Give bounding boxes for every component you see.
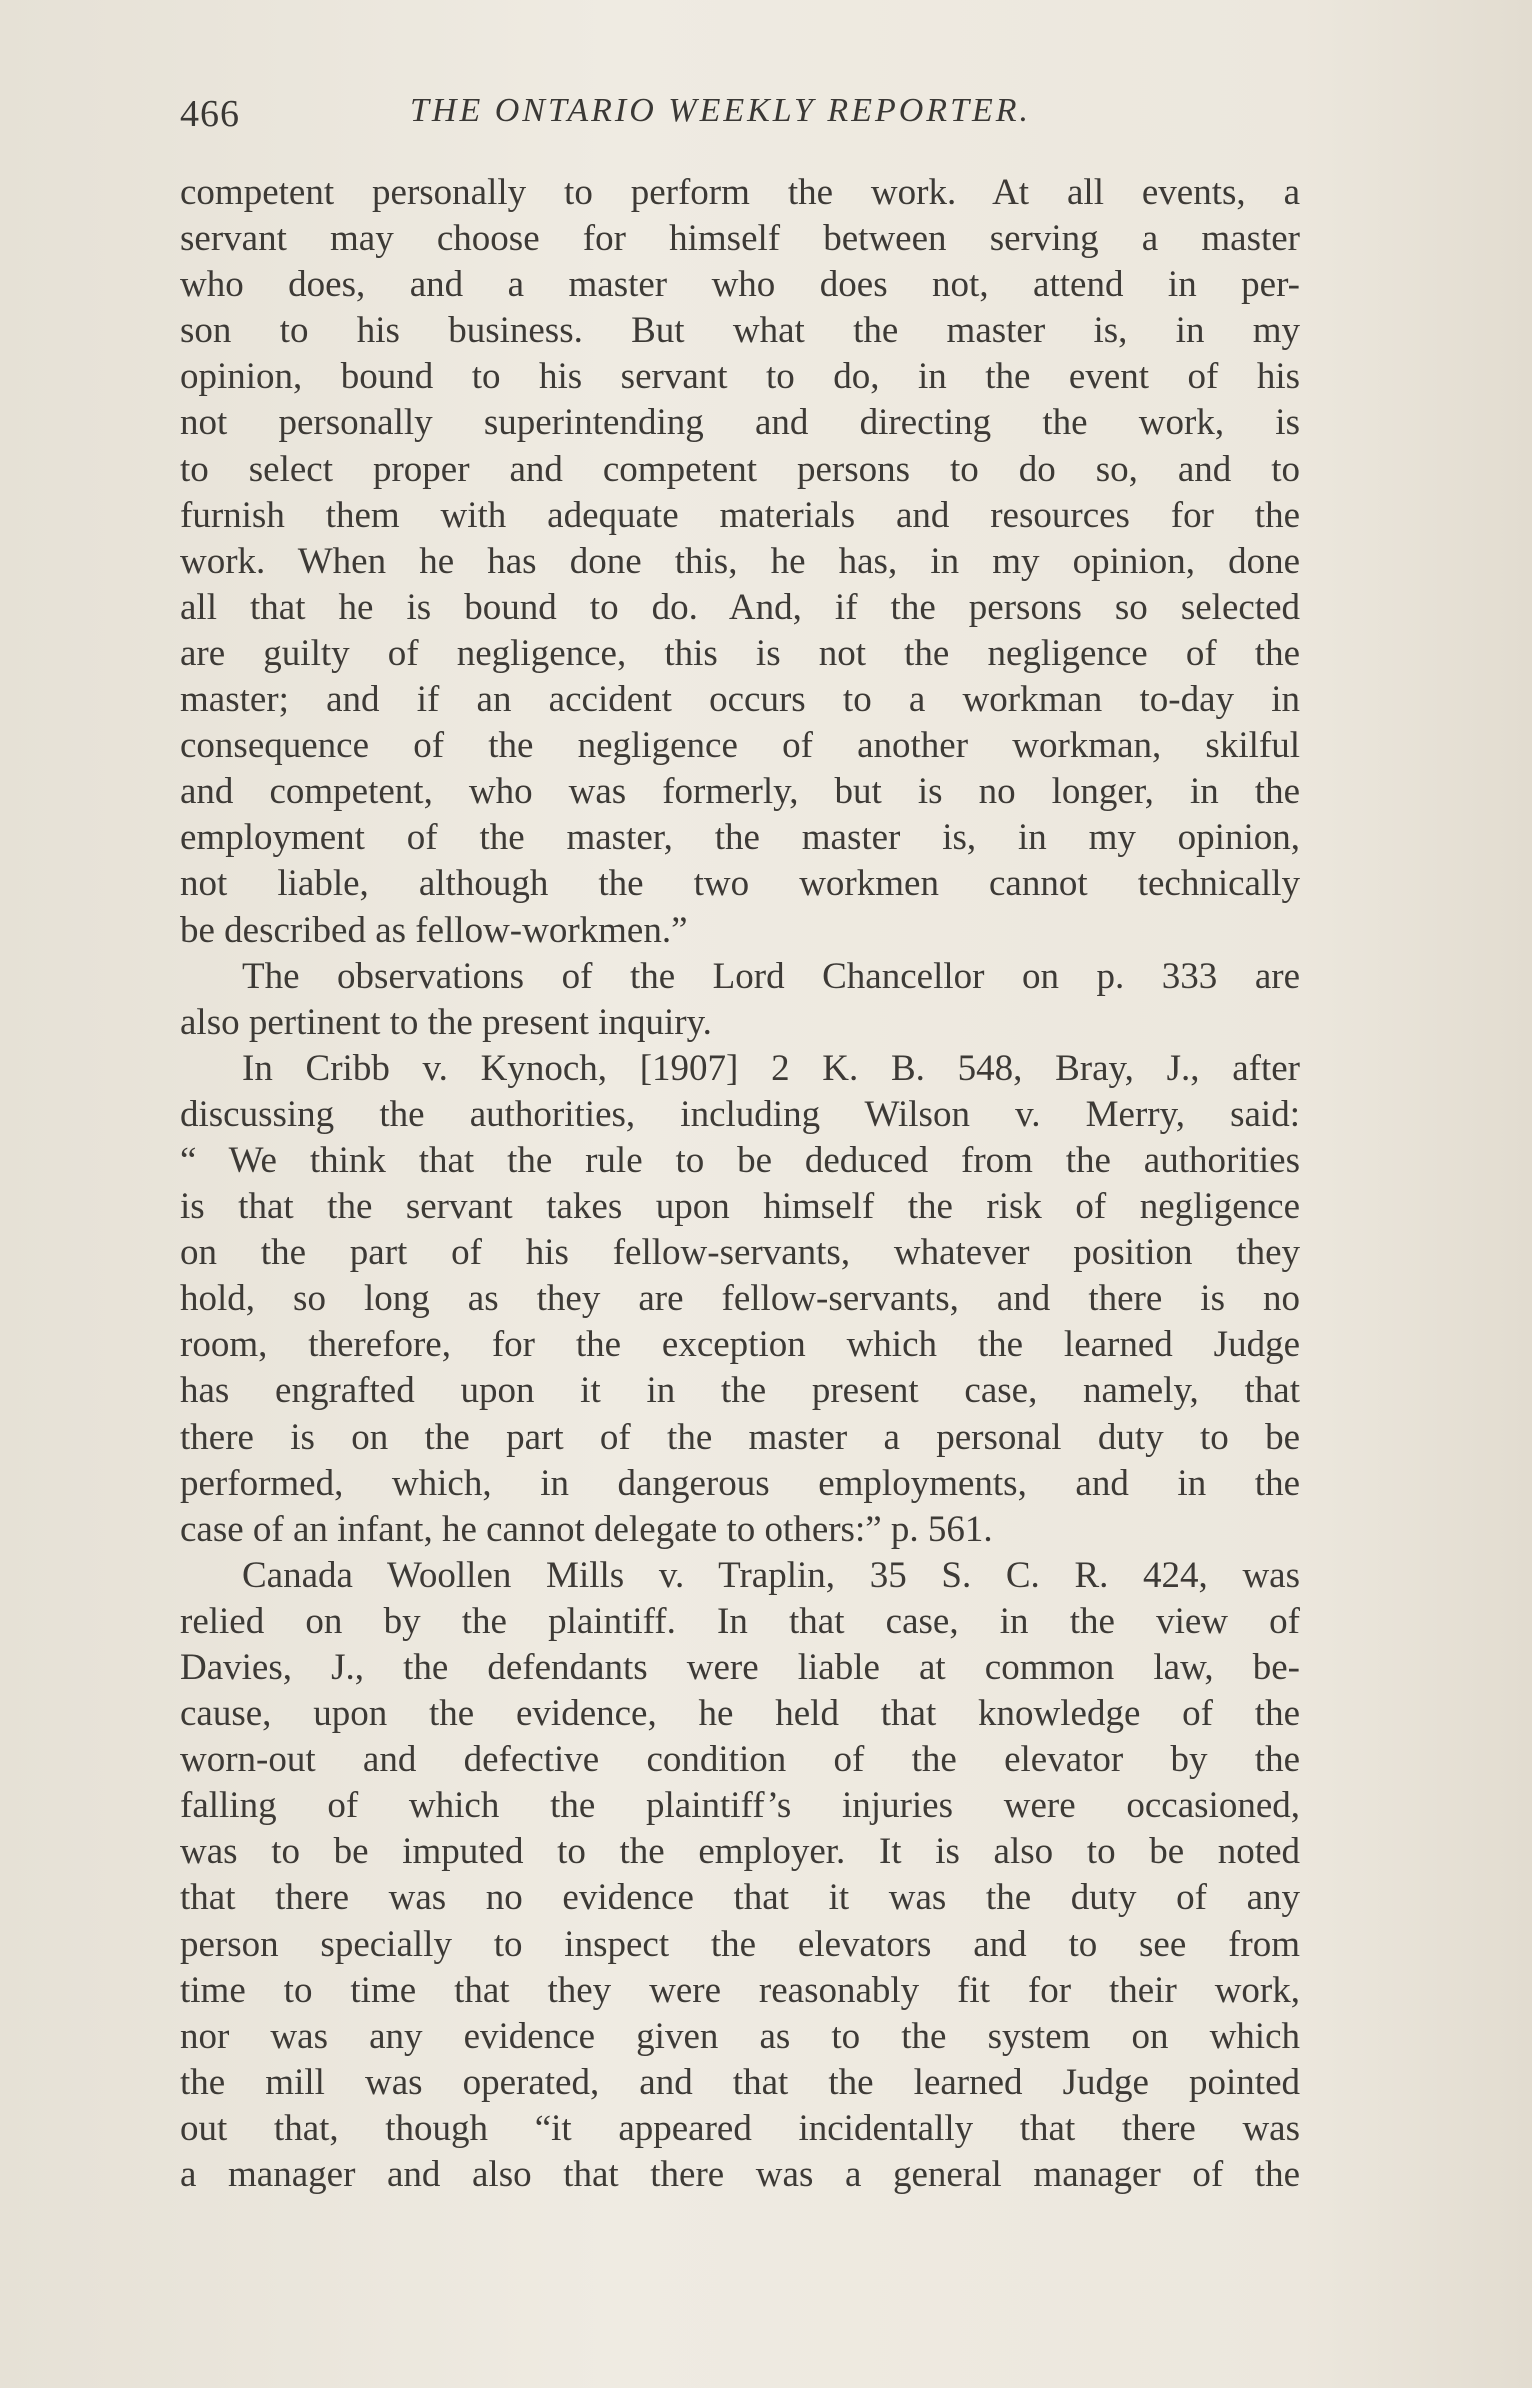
text-line: and competent, who was formerly, but is no longer, in the — [180, 771, 1300, 813]
text-line: there is on the part of the master a personal duty to be — [180, 1416, 1300, 1458]
text-line: the mill was operated, and that the learned Judge pointed — [180, 2061, 1300, 2103]
text-line: son to his business. But what the master is, in my — [180, 310, 1300, 352]
text-line: is that the servant takes upon himself the risk of negligence — [180, 1186, 1300, 1228]
text-line: discussing the authorities, including Wilson v. Merry, said: — [180, 1093, 1300, 1135]
text-line: are guilty of negligence, this is not the negligence of the — [180, 632, 1300, 674]
running-title: THE ONTARIO WEEKLY REPORTER. — [410, 92, 1032, 129]
text-line: “ We think that the rule to be deduced from the authorities — [180, 1139, 1300, 1181]
text-line: cause, upon the evidence, he held that knowledge of the — [180, 1693, 1300, 1735]
text-line: furnish them with adequate materials and resources for the — [180, 494, 1300, 536]
text-line: The observations of the Lord Chancellor on p. 333 are — [242, 955, 1300, 997]
text-line: worn-out and defective condition of the elevator by the — [180, 1739, 1300, 1781]
text-line: room, therefore, for the exception which the learned Judge — [180, 1324, 1300, 1366]
text-line: Davies, J., the defendants were liable at common law, be- — [180, 1647, 1300, 1688]
text-line: Canada Woollen Mills v. Traplin, 35 S. C. R. 424, was — [242, 1554, 1300, 1596]
text-line: time to time that they were reasonably fit for their work, — [180, 1969, 1300, 2011]
text-line: relied on by the plaintiff. In that case, in the view of — [180, 1600, 1300, 1642]
text-line: consequence of the negligence of another workman, skilful — [180, 725, 1300, 767]
text-line: was to be imputed to the employer. It is also to be noted — [180, 1831, 1300, 1873]
text-line: also pertinent to the present inquiry. — [180, 1001, 712, 1043]
text-line: be described as fellow-workmen.” — [180, 909, 688, 951]
text-line: that there was no evidence that it was the duty of any — [180, 1877, 1300, 1919]
body-text — [180, 170, 1300, 2198]
text-line: falling of which the plaintiff’s injuries were occasioned, — [180, 1785, 1300, 1827]
paragraph-4 — [180, 1553, 1300, 2198]
page-header — [180, 92, 1300, 152]
text-line: to select proper and competent persons to do so, and to — [180, 448, 1300, 490]
text-line: hold, so long as they are fellow-servants, and there is no — [180, 1278, 1300, 1320]
text-line: not liable, although the two workmen cannot technically — [180, 863, 1300, 905]
text-line: who does, and a master who does not, attend in per- — [180, 264, 1300, 306]
text-line: work. When he has done this, he has, in my opinion, done — [180, 540, 1300, 582]
text-line: person specially to inspect the elevators and to see from — [180, 1923, 1300, 1965]
text-line: all that he is bound to do. And, if the persons so selected — [180, 586, 1300, 628]
page-number: 466 — [180, 93, 240, 135]
text-line: performed, which, in dangerous employments, and in the — [180, 1462, 1300, 1504]
text-line: master; and if an accident occurs to a workman to-day in — [180, 679, 1300, 721]
text-line: on the part of his fellow-servants, whatever position they — [180, 1232, 1300, 1274]
paragraph-3 — [180, 1046, 1300, 1553]
text-line: nor was any evidence given as to the system on which — [180, 2015, 1300, 2057]
text-line: employment of the master, the master is, in my opinion, — [180, 817, 1300, 859]
text-line: has engrafted upon it in the present case, namely, that — [180, 1370, 1300, 1412]
text-line: case of an infant, he cannot delegate to others:” p. 561. — [180, 1508, 993, 1550]
text-line: a manager and also that there was a general manager of the — [180, 2154, 1300, 2196]
paragraph-1 — [180, 170, 1300, 954]
paragraph-2 — [180, 954, 1300, 1046]
text-line: In Cribb v. Kynoch, [1907] 2 K. B. 548, Bray, J., after — [242, 1047, 1300, 1089]
text-line: not personally superintending and directing the work, is — [180, 402, 1300, 444]
text-line: out that, though “it appeared incidentally that there was — [180, 2107, 1300, 2149]
text-line: servant may choose for himself between serving a master — [180, 218, 1300, 260]
text-line: opinion, bound to his servant to do, in the event of his — [180, 356, 1300, 398]
text-line: competent personally to perform the work. At all events, a — [180, 172, 1300, 213]
